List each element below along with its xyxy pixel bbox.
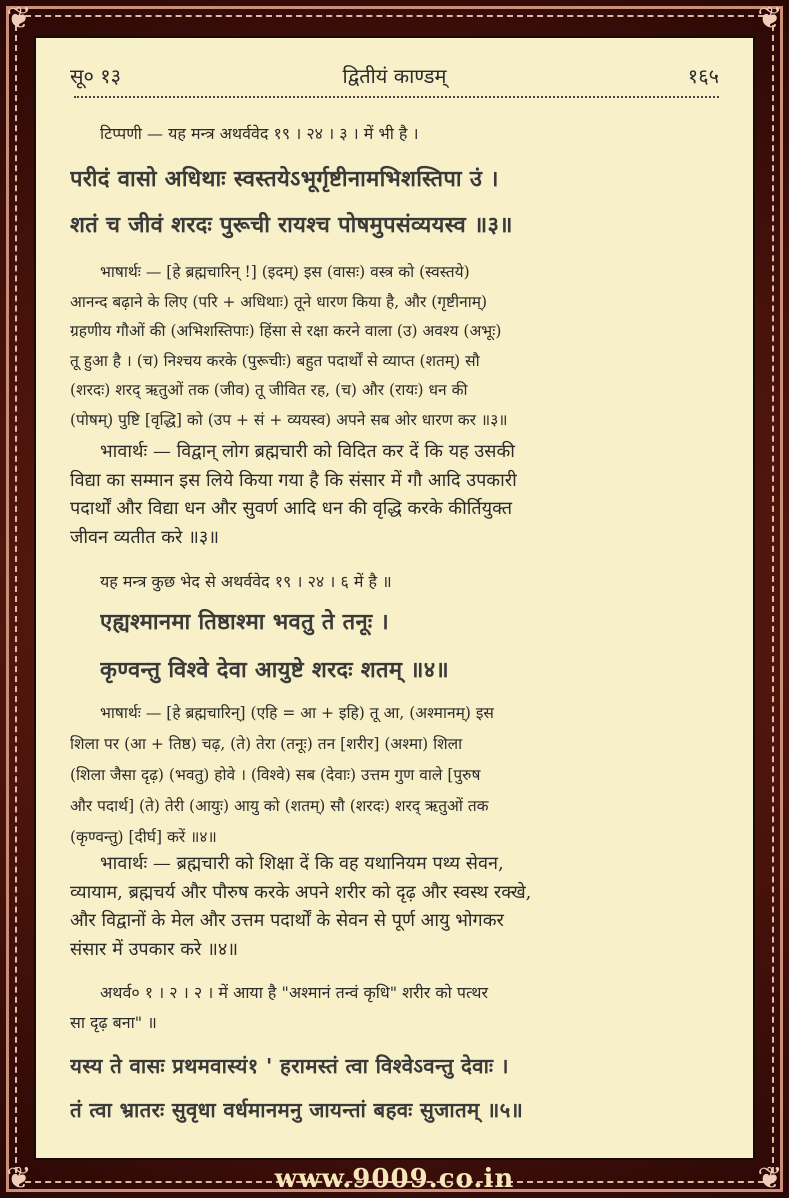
gloss-line: (पोषम्) पुष्टि [वृद्धि] को (उप + सं + व्ययस्व) अपने सब ओर धारण कर ॥३॥ [70, 410, 508, 429]
corner-ornament-icon: ❦ [757, 1161, 783, 1196]
corner-ornament-icon: ❦ [757, 1, 783, 36]
note-4: यह मन्त्र कुछ भेद से अथर्ववेद १९ । २४ । ६ में है ॥ [100, 572, 392, 591]
bhavarth-line: विद्या का सम्मान इस लिये किया गया है कि संसार में गौ आदि उपकारी [70, 469, 517, 491]
bhavarth-line: व्यायाम, ब्रह्मचर्य और पौरुष करके अपने शरीर को दृढ़ और स्वस्थ रक्खे, [70, 881, 532, 903]
gloss-line: (कृण्वन्तु) [दीर्घ] करें ॥४॥ [70, 828, 217, 846]
bhavarth-line: संसार में उपकार करे ॥४॥ [70, 938, 239, 960]
mantra-5 [70, 1044, 723, 1132]
gloss-line: (शिला जैसा दृढ़) (भवतु) होवे । (विश्वे) सब (देवाः) उत्तम गुण वाले [पुरुष [70, 766, 481, 784]
mantra-line: यस्य ते वासः प्रथमवास्यं१ ' हरामस्तं त्वा विश्वेऽवन्तु देवाः । [70, 1054, 509, 1078]
page-number: १६५ [687, 63, 719, 88]
header-rule [74, 96, 719, 98]
book-page [34, 36, 755, 1160]
bhavarth-line: भावार्थः — विद्वान् लोग ब्रह्मचारी को विदित कर दें कि यह उसकी [100, 441, 515, 462]
bhavarth-4 [70, 850, 723, 964]
gloss-4 [70, 698, 723, 853]
kanda-title: द्वितीयं काण्डम् [342, 63, 447, 88]
gloss-line: भाषार्थः — [हे ब्रह्मचारिन्] (एहि = आ + इहि) तू आ, (अश्मानम्) इस [100, 704, 494, 722]
bhavarth-3 [70, 438, 723, 552]
mantra-line: तं त्वा भ्रातरः सुवृधा वर्धमानमनु जायन्तां बहवः सुजातम् ॥५॥ [70, 1098, 524, 1122]
gloss-line: ग्रहणीय गौओं की (अभिशस्तिपाः) हिंसा से रक्षा करने वाला (उ) अवश्य (अभूः) [70, 322, 502, 340]
corner-ornament-icon: ❦ [6, 1, 32, 36]
bhavarth-line: जीवन व्यतीत करे ॥३॥ [70, 526, 220, 548]
mantra-4 [70, 598, 723, 694]
bhavarth-line: और विद्वानों के मेल और उत्तम पदार्थों के सेवन से पूर्ण आयु भोगकर [70, 910, 504, 931]
mantra-line: कृण्वन्तु विश्वे देवा आयुष्टे शरदः शतम् ॥४॥ [100, 657, 450, 683]
gloss-line: (शरदः) शरद् ऋतुओं तक (जीव) तू जीवित रह, (च) और (रायः) धन की [70, 381, 468, 399]
gloss-line: और पदार्थ] (ते) तेरी (आयुः) आयु को (शतम्) सौ (शरदः) शरद् ऋतुओं तक [70, 797, 489, 815]
mantra-line: परीदं वासो अधिथाः स्वस्तयेऽभूर्गृष्टीनामभिशस्तिपा उं । [70, 166, 499, 192]
bhavarth-line: पदार्थों और विद्या धन और सुवर्ण आदि धन की वृद्धि करके कीर्तियुक्त [70, 498, 512, 519]
gloss-3 [70, 258, 723, 435]
gloss-line: भाषार्थः — [हे ब्रह्मचारिन् !] (इदम्) इस (वासः) वस्त्र को (स्वस्तये) [100, 263, 470, 281]
website-watermark: www.9009.co.in [274, 1164, 515, 1194]
page-header [70, 60, 719, 90]
note-4b: अथर्व० १ । २ । २ । में आया है "अश्मानं तन्वं कृधि" शरीर को पत्थर सा दृढ़ बना" ॥ [70, 983, 489, 1032]
sutra-number: सू० १३ [70, 63, 122, 88]
tippani-note: टिप्पणी — यह मन्त्र अथर्ववेद १९ । २४ । ३ । में भी है । [100, 124, 419, 143]
bhavarth-line: भावार्थः — ब्रह्मचारी को शिक्षा दें कि वह यथानियम पथ्य सेवन, [100, 853, 504, 874]
mantra-line: एह्यश्मानमा तिष्ठाश्मा भवतु ते तनूः । [100, 609, 390, 635]
gloss-line: तू हुआ है । (च) निश्चय करके (पुरूचीः) बहुत पदार्थों से व्याप्त (शतम्) सौ [70, 351, 480, 370]
corner-ornament-icon: ❦ [6, 1161, 32, 1196]
gloss-line: आनन्द बढ़ाने के लिए (परि + अधिथाः) तूने धारण किया है, और (गृष्टीनाम्) [70, 292, 488, 311]
gloss-line: शिला पर (आ + तिष्ठ) चढ़, (ते) तेरा (तनूः) तन [शरीर] (अश्मा) शिला [70, 735, 463, 753]
mantra-line: शतं च जीवं शरदः पुरूची रायश्च पोषमुपसंव्ययस्व ॥३॥ [70, 212, 513, 238]
mantra-3 [70, 156, 723, 248]
